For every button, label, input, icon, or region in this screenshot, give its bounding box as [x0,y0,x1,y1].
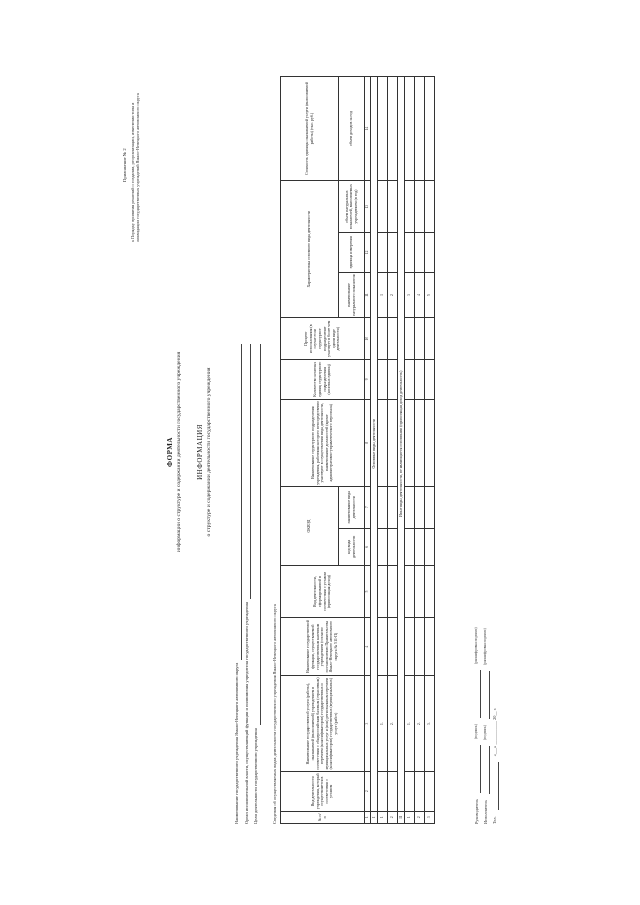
table-cell[interactable] [378,399,388,486]
column-number: 13 [365,181,371,233]
header-type: Вид деятельности, сформированной в соответствии с уставом (приносящая доход) [281,566,365,618]
column-number: 11 [365,272,371,318]
row-number: 3 [425,811,435,823]
table-cell[interactable] [388,77,398,181]
table-cell[interactable] [388,566,398,618]
table-cell[interactable] [388,618,398,676]
appendix-note [122,82,141,242]
signature-block [472,627,499,824]
column-number: 8 [365,399,371,486]
column-number: 4 [365,618,371,676]
table-row [378,77,388,824]
header-characteristic: Характеристика основного вида деятельности [281,181,339,318]
table-cell[interactable] [405,528,415,565]
header-char-volume: объем натуральных показателей, выполняемых учреждением (в год) [339,181,365,233]
table-cell[interactable] [378,360,388,400]
table-cell[interactable] [415,399,425,486]
head-label: Руководитель [474,799,479,824]
table-row [425,77,435,824]
field-line[interactable] [244,344,251,599]
header-fields [232,344,261,824]
table-cell[interactable] [425,360,435,400]
info-subtitle: о структуре и содержании деятельности государственного учреждения [206,367,212,537]
table-cell[interactable] [388,771,398,811]
sub-mark: 5 [425,272,435,318]
column-number: 10 [365,318,371,360]
table-cell[interactable] [378,771,388,811]
rotated-form [120,72,520,832]
sub-mark: 4 [415,272,425,318]
table-cell[interactable] [415,771,425,811]
table-cell[interactable] [405,233,415,273]
table-cell[interactable] [425,318,435,360]
row-number: 1 [378,811,388,823]
header-okved: ОКВЭД [281,486,339,565]
signature-executor [481,627,490,824]
title-block [166,72,212,832]
table-cell[interactable] [425,771,435,811]
table-cell[interactable] [405,566,415,618]
table-cell[interactable] [415,618,425,676]
section-row [398,77,405,824]
table-cell[interactable] [425,77,435,181]
info-title: ИНФОРМАЦИЯ [196,424,204,480]
column-number: 6 [365,528,371,565]
table-cell[interactable] [425,566,435,618]
table-cell[interactable] [378,486,388,528]
table-cell[interactable] [405,618,415,676]
row-text[interactable]: 2. [388,676,398,772]
row-text[interactable]: 1. [378,676,388,772]
section-title: Основные виды деятельности [371,77,378,812]
table-cell[interactable] [415,233,425,273]
table-cell[interactable] [415,318,425,360]
row-number: 1 [405,811,415,823]
form-title: ФОРМА [166,437,174,467]
date-label: «___» ___________ 20__ г. [492,707,497,757]
sign-caption: (подпись) [483,725,487,740]
table-cell[interactable] [405,771,415,811]
field-founder: Орган исполнительной власти, осуществляющий функции и полномочия учредителя государственного учреждения [242,344,252,824]
section-number: II [398,811,405,823]
field-line[interactable] [235,344,242,660]
table-cell[interactable] [415,566,425,618]
header-share: Процент использования (в случае если структурное подразделение участвует в более чем одном виде деятельности) [281,318,365,360]
column-number: 7 [365,486,371,528]
table-cell[interactable] [405,77,415,181]
table-cell[interactable] [425,486,435,528]
activities-table [280,76,435,824]
header-char-unit: единица измерения [339,233,365,273]
phone-label: Тел. [492,816,497,824]
table-cell[interactable] [388,318,398,360]
section-number: I [371,811,378,823]
table-cell[interactable] [405,486,415,528]
table-cell[interactable] [388,528,398,565]
table-cell[interactable] [388,233,398,273]
table-cell[interactable] [405,399,415,486]
header-okved-code: код вида деятельности [339,528,365,565]
table-cell[interactable] [388,360,398,400]
name-caption: (расшифровка подписи) [474,627,478,665]
appendix-text: к Порядку принятия решений о создании, реорганизации, изменении типа и ликвидации государственных учреждений Ямало-Ненецкого автономного округа [130,93,141,242]
row-text[interactable]: 3. [425,676,435,772]
header-activity: Вид деятельности учреждения, который осуществляется в соответствии с уставом [281,771,365,811]
column-number: 9 [365,360,371,400]
row-text[interactable]: 2. [415,676,425,772]
table-cell[interactable] [378,528,388,565]
header-okved-name: наименование вида деятельности [339,486,365,528]
table-cell[interactable] [425,528,435,565]
table-cell[interactable] [425,399,435,486]
header-function: Наименование государственной функции, осуществляемой государственным казенным учреждением (согласно постановлению Правительства Ямало-Ненецкого автономного округа № 511-П) [281,618,365,676]
signature-phone [490,627,499,824]
sub-mark: 2 [388,272,398,318]
table-cell[interactable] [425,181,435,233]
field-institution: Наименование государственного учреждения Ямало-Ненецкого автономного округа [232,344,242,824]
table-cell[interactable] [378,233,388,273]
table-cell[interactable] [388,399,398,486]
column-number: 12 [365,233,371,273]
row-number: 2 [388,811,398,823]
table-row [415,77,425,824]
form-subtitle: информации о структуре и содержании деятельности государственного учреждения [176,351,182,553]
signature-head [472,627,481,824]
field-goals: Цели деятельности государственного учреждения [251,344,261,824]
header-char-name: наименование натурального показателя [339,272,365,318]
row-number: 2 [415,811,425,823]
phone-line[interactable] [493,762,499,810]
table-cell[interactable] [415,486,425,528]
table-cell[interactable] [378,77,388,181]
section-row [371,77,378,824]
column-number: 3 [365,676,371,772]
table-cell[interactable] [378,181,388,233]
table-caption: Сведения об осуществляемых видах деятельности государственного учреждения Ямало-Ненецкого автономного округа [272,604,277,824]
header-cost: Стоимость единицы оказываемой услуги (выполняемой работы) (тыс. руб.) [281,77,339,181]
table-cell[interactable] [378,618,388,676]
column-number: 2 [365,771,371,811]
header-staff: Количество штатных единиц структурного подразделения (штатных единиц) [281,360,365,400]
column-number: 5 [365,566,371,618]
header-structure: Наименование структурного подразделения учреждения, работники которого непосредственно участвуют в осуществлении вида деятельности, наименование должностей (кроме административно-управленческого персонала) [281,399,365,486]
name-caption: (расшифровка подписи) [483,628,487,666]
table-cell[interactable] [378,318,388,360]
table-cell[interactable] [405,318,415,360]
table-cell[interactable] [415,528,425,565]
table-cell[interactable] [425,618,435,676]
sub-mark: 1 [378,272,388,318]
header-cost-total: объем доходов за год [339,77,365,181]
header-no: № п/п [281,811,365,823]
appendix-number: Приложение № 2 [122,148,127,182]
field-line[interactable] [254,344,261,725]
table-cell[interactable] [425,233,435,273]
executor-label: Исполнитель [483,799,488,824]
column-number: 1 [365,811,371,823]
table-cell[interactable] [405,181,415,233]
column-number: 14 [365,77,371,181]
table-cell[interactable] [415,77,425,181]
table-cell[interactable] [388,486,398,528]
table-cell[interactable] [378,566,388,618]
table-cell[interactable] [415,360,425,400]
table-cell[interactable] [405,360,415,400]
signature-line[interactable] [475,745,481,793]
sign-caption: (подпись) [474,724,478,740]
section-title: Иные виды деятельности, не являющиеся основными (приносящая доход деятельность) [398,77,405,812]
table-cell[interactable] [415,181,425,233]
row-text[interactable]: 1. [405,676,415,772]
table-row [388,77,398,824]
table-cell[interactable] [388,181,398,233]
table-row [405,77,415,824]
sub-mark: 3 [405,272,415,318]
name-line[interactable] [475,670,481,718]
header-service: Наименование государственной услуги (работы), оказываемой (выполняемой) учреждением в соответствии с общероссийским базовым (отраслевым) перечнем (классификатором) государственных и муниципальных услуг и (или) региональным перечнем (классификатором) государственных (муниципальных) услуг (работ) [281,676,365,772]
